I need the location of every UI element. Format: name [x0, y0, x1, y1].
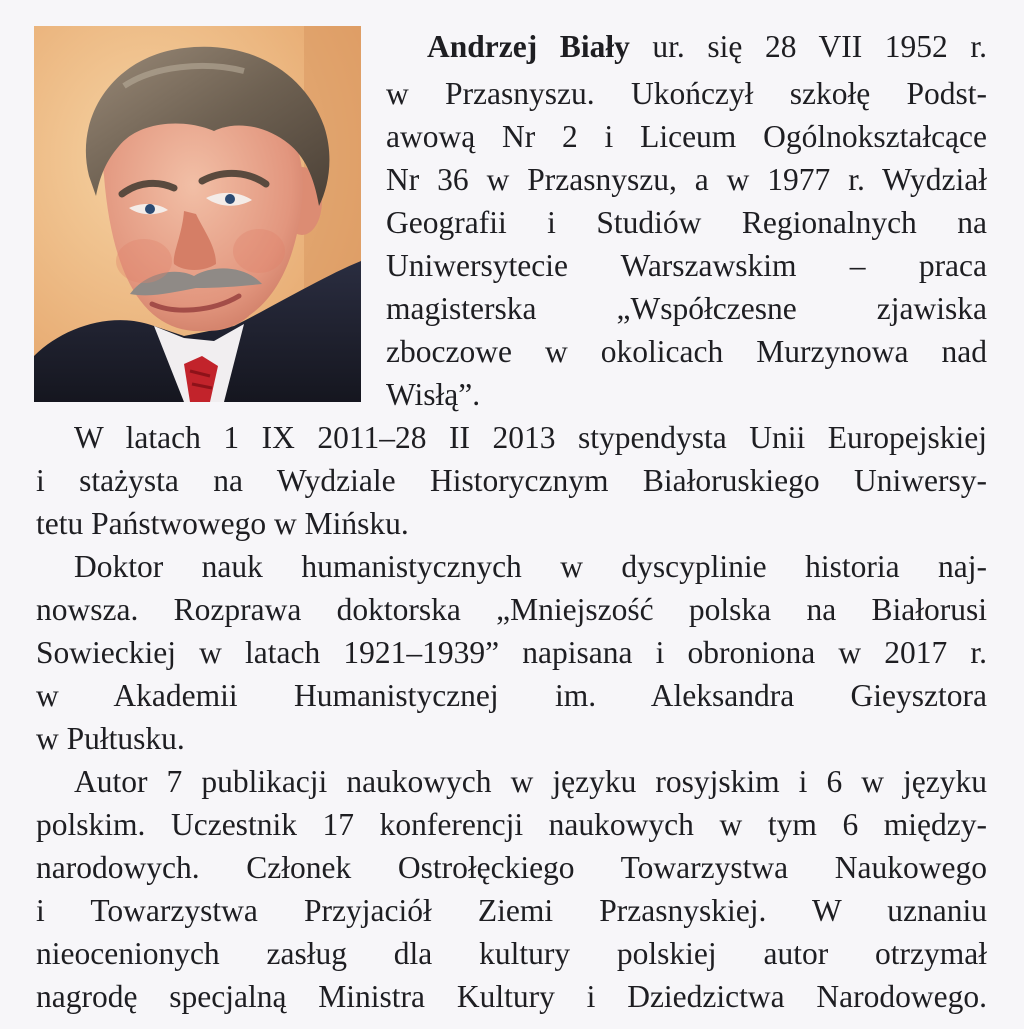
intro-line-6: Uniwersytecie Warszawskim – praca — [386, 248, 987, 283]
paragraph-4-line-5: nieocenionych zasług dla kultury polskiej autor otrzymał — [36, 936, 987, 971]
intro-line-3: awową Nr 2 i Liceum Ogólnokształcące — [386, 119, 987, 154]
author-portrait — [34, 26, 361, 402]
paragraph-4-line-3: narodowych. Członek Ostrołęckiego Towarzystwa Naukowego — [36, 850, 987, 885]
paragraph-3-line-1: Doktor nauk humanistycznych w dyscyplinie historia naj- — [74, 549, 987, 584]
intro-line-4: Nr 36 w Przasnyszu, a w 1977 r. Wydział — [386, 162, 987, 197]
intro-line-2: w Przasnyszu. Ukończył szkołę Podst- — [386, 76, 987, 111]
paragraph-4-line-1: Autor 7 publikacji naukowych w języku rosyjskim i 6 w języku — [74, 764, 987, 799]
paragraph-4-line-6: nagrodę specjalną Ministra Kultury i Dziedzictwa Narodowego. — [36, 979, 987, 1014]
portrait-illustration — [34, 26, 361, 402]
intro-birth-text: ur. się 28 VII 1952 r. — [652, 29, 988, 64]
intro-line-5: Geografii i Studiów Regionalnych na — [386, 205, 987, 240]
paragraph-3-line-4: w Akademii Humanistycznej im. Aleksandra Gieysztora — [36, 678, 987, 713]
intro-line-9: Wisłą”. — [386, 377, 481, 412]
intro-line-7: magisterska „Współczesne zjawiska — [386, 291, 987, 326]
author-name: Andrzej Biały — [427, 29, 630, 64]
paragraph-4-line-2: polskim. Uczestnik 17 konferencji naukowych w tym 6 między- — [36, 807, 987, 842]
paragraph-3-line-3: Sowieckiej w latach 1921–1939” napisana i obroniona w 2017 r. — [36, 635, 987, 670]
paragraph-3-line-5: w Pułtusku. — [36, 721, 185, 756]
paragraph-3-line-2: nowsza. Rozprawa doktorska „Mniejszość polska na Białorusi — [36, 592, 987, 627]
paragraph-2-line-1: W latach 1 IX 2011–28 II 2013 stypendysta Unii Europejskiej — [74, 420, 987, 455]
paragraph-2-line-2: i stażysta na Wydziale Historycznym Białoruskiego Uniwersy- — [36, 463, 987, 498]
intro-line-8: zboczowe w okolicach Murzynowa nad — [386, 334, 987, 369]
intro-line-1 — [427, 26, 987, 68]
paragraph-2-line-3: tetu Państwowego w Mińsku. — [36, 506, 409, 541]
paragraph-4-line-4: i Towarzystwa Przyjaciół Ziemi Przasnyskiej. W uznaniu — [36, 893, 987, 928]
